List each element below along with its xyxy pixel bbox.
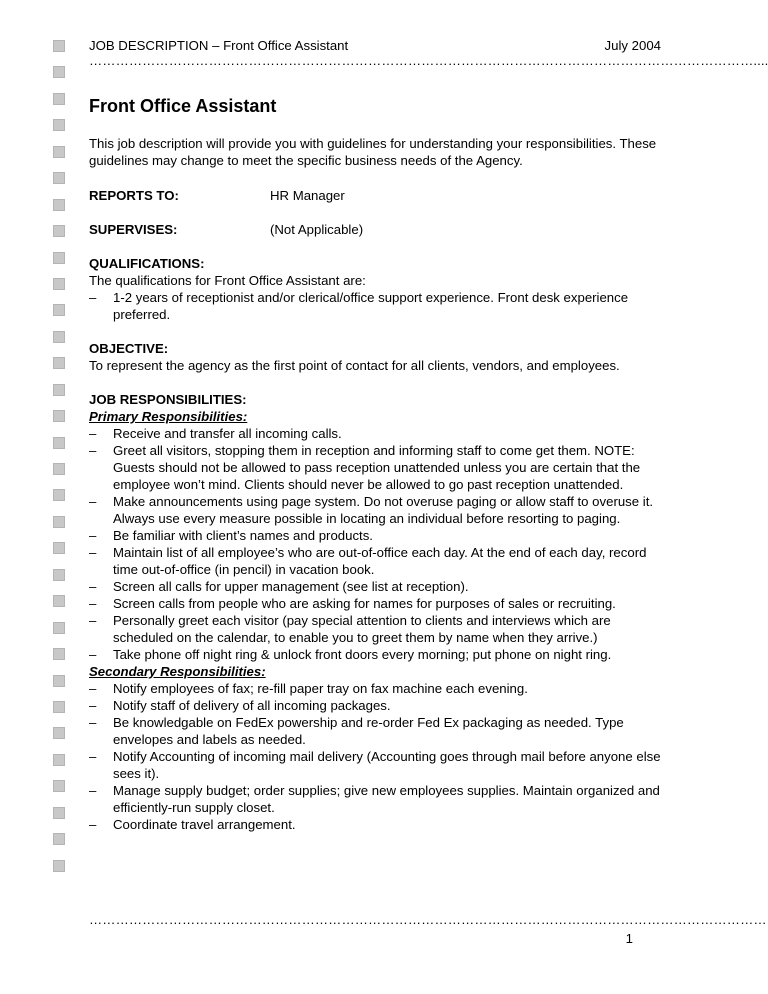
objective-heading: OBJECTIVE: bbox=[89, 341, 169, 356]
binder-hole bbox=[53, 66, 65, 78]
objective-text: To represent the agency as the first point of contact for all clients, vendors, and employees. bbox=[89, 358, 620, 373]
list-item: – 1-2 years of receptionist and/or clerical/office support experience. Front desk experience preferred. bbox=[89, 289, 661, 323]
supervises-label: SUPERVISES: bbox=[89, 222, 178, 237]
binder-hole bbox=[53, 516, 65, 528]
binder-hole bbox=[53, 595, 65, 607]
list-item: – Manage supply budget; order supplies; give new employees supplies. Maintain organized and efficiently-run supply closet. bbox=[89, 782, 661, 816]
binder-hole bbox=[53, 252, 65, 264]
binder-hole bbox=[53, 860, 65, 872]
binder-hole bbox=[53, 278, 65, 290]
list-item: – Coordinate travel arrangement. bbox=[89, 816, 661, 833]
binder-hole bbox=[53, 93, 65, 105]
binder-hole bbox=[53, 437, 65, 449]
binder-hole bbox=[53, 675, 65, 687]
binder-hole bbox=[53, 304, 65, 316]
page-number: 1 bbox=[625, 931, 633, 946]
supervises-value: (Not Applicable) bbox=[270, 222, 364, 237]
supervises-row bbox=[89, 221, 661, 238]
binder-hole bbox=[53, 489, 65, 501]
binder-hole bbox=[53, 463, 65, 475]
binder-hole bbox=[53, 542, 65, 554]
binder-holes bbox=[53, 40, 65, 886]
binder-hole bbox=[53, 384, 65, 396]
binder-hole bbox=[53, 199, 65, 211]
page-header bbox=[89, 37, 661, 54]
reports-to-label: REPORTS TO: bbox=[89, 188, 179, 203]
intro-paragraph: This job description will provide you with guidelines for understanding your responsibilities. These guidelines may change to meet the specific business needs of the Agency. bbox=[89, 136, 657, 168]
binder-hole bbox=[53, 622, 65, 634]
list-item: – Greet all visitors, stopping them in reception and informing staff to come get them. NOTE: Guests should not be allowed to pass reception unattended unless you are certain that the employee won’t mind. Clients should never be allowed to go past reception unattended. bbox=[89, 442, 661, 493]
list-item: – Receive and transfer all incoming calls. bbox=[89, 425, 661, 442]
binder-hole bbox=[53, 40, 65, 52]
page-title: Front Office Assistant bbox=[89, 96, 277, 116]
binder-hole bbox=[53, 754, 65, 766]
primary-responsibilities-heading: Primary Responsibilities: bbox=[89, 409, 248, 424]
binder-hole bbox=[53, 648, 65, 660]
qualifications-list bbox=[89, 289, 661, 323]
list-item: – Personally greet each visitor (pay special attention to clients and interviews which are scheduled on the calendar, to enable you to greet them by name when they arrive.) bbox=[89, 612, 661, 646]
binder-hole bbox=[53, 410, 65, 422]
qualifications-lead: The qualifications for Front Office Assistant are: bbox=[89, 273, 366, 288]
header-divider: …………………………………………………………………………………………………………………………………….... bbox=[89, 53, 768, 68]
list-item: – Maintain list of all employee’s who are out-of-office each day. At the end of each day, record time out-of-office (in pencil) in vacation book. bbox=[89, 544, 661, 578]
secondary-responsibilities-list bbox=[89, 680, 661, 833]
binder-hole bbox=[53, 833, 65, 845]
qualifications-heading: QUALIFICATIONS: bbox=[89, 256, 205, 271]
binder-hole bbox=[53, 172, 65, 184]
binder-hole bbox=[53, 569, 65, 581]
header-title: JOB DESCRIPTION – Front Office Assistant bbox=[89, 38, 349, 53]
reports-to-value: HR Manager bbox=[270, 188, 345, 203]
binder-hole bbox=[53, 225, 65, 237]
list-item: – Be knowledgable on FedEx powership and re-order Fed Ex packaging as needed. Type envelopes and labels as needed. bbox=[89, 714, 661, 748]
header-date: July 2004 bbox=[604, 38, 661, 53]
reports-to-row bbox=[89, 187, 661, 204]
responsibilities-heading: JOB RESPONSIBILITIES: bbox=[89, 392, 247, 407]
qualifications-section bbox=[89, 255, 661, 323]
list-item: – Notify Accounting of incoming mail delivery (Accounting goes through mail before anyone else sees it). bbox=[89, 748, 661, 782]
binder-hole bbox=[53, 727, 65, 739]
footer-divider: ……………………………………………………………………………………………………………………………………… bbox=[89, 912, 767, 927]
list-item: – Screen calls from people who are asking for names for purposes of sales or recruiting. bbox=[89, 595, 661, 612]
binder-hole bbox=[53, 807, 65, 819]
binder-hole bbox=[53, 780, 65, 792]
binder-hole bbox=[53, 701, 65, 713]
document-page bbox=[89, 37, 768, 833]
binder-hole bbox=[53, 146, 65, 158]
binder-hole bbox=[53, 357, 65, 369]
list-item: – Notify employees of fax; re-fill paper tray on fax machine each evening. bbox=[89, 680, 661, 697]
list-item: – Make announcements using page system. Do not overuse paging or allow staff to overuse it. Always use every measure possible in locating an individual before resorting to paging. bbox=[89, 493, 661, 527]
primary-responsibilities-list bbox=[89, 425, 661, 663]
binder-hole bbox=[53, 331, 65, 343]
list-item: – Notify staff of delivery of all incoming packages. bbox=[89, 697, 661, 714]
objective-section bbox=[89, 340, 661, 374]
secondary-responsibilities-heading: Secondary Responsibilities: bbox=[89, 664, 266, 679]
list-item: – Take phone off night ring & unlock front doors every morning; put phone on night ring. bbox=[89, 646, 661, 663]
responsibilities-section bbox=[89, 391, 661, 833]
binder-hole bbox=[53, 119, 65, 131]
list-item: – Screen all calls for upper management (see list at reception). bbox=[89, 578, 661, 595]
list-item: – Be familiar with client’s names and products. bbox=[89, 527, 661, 544]
